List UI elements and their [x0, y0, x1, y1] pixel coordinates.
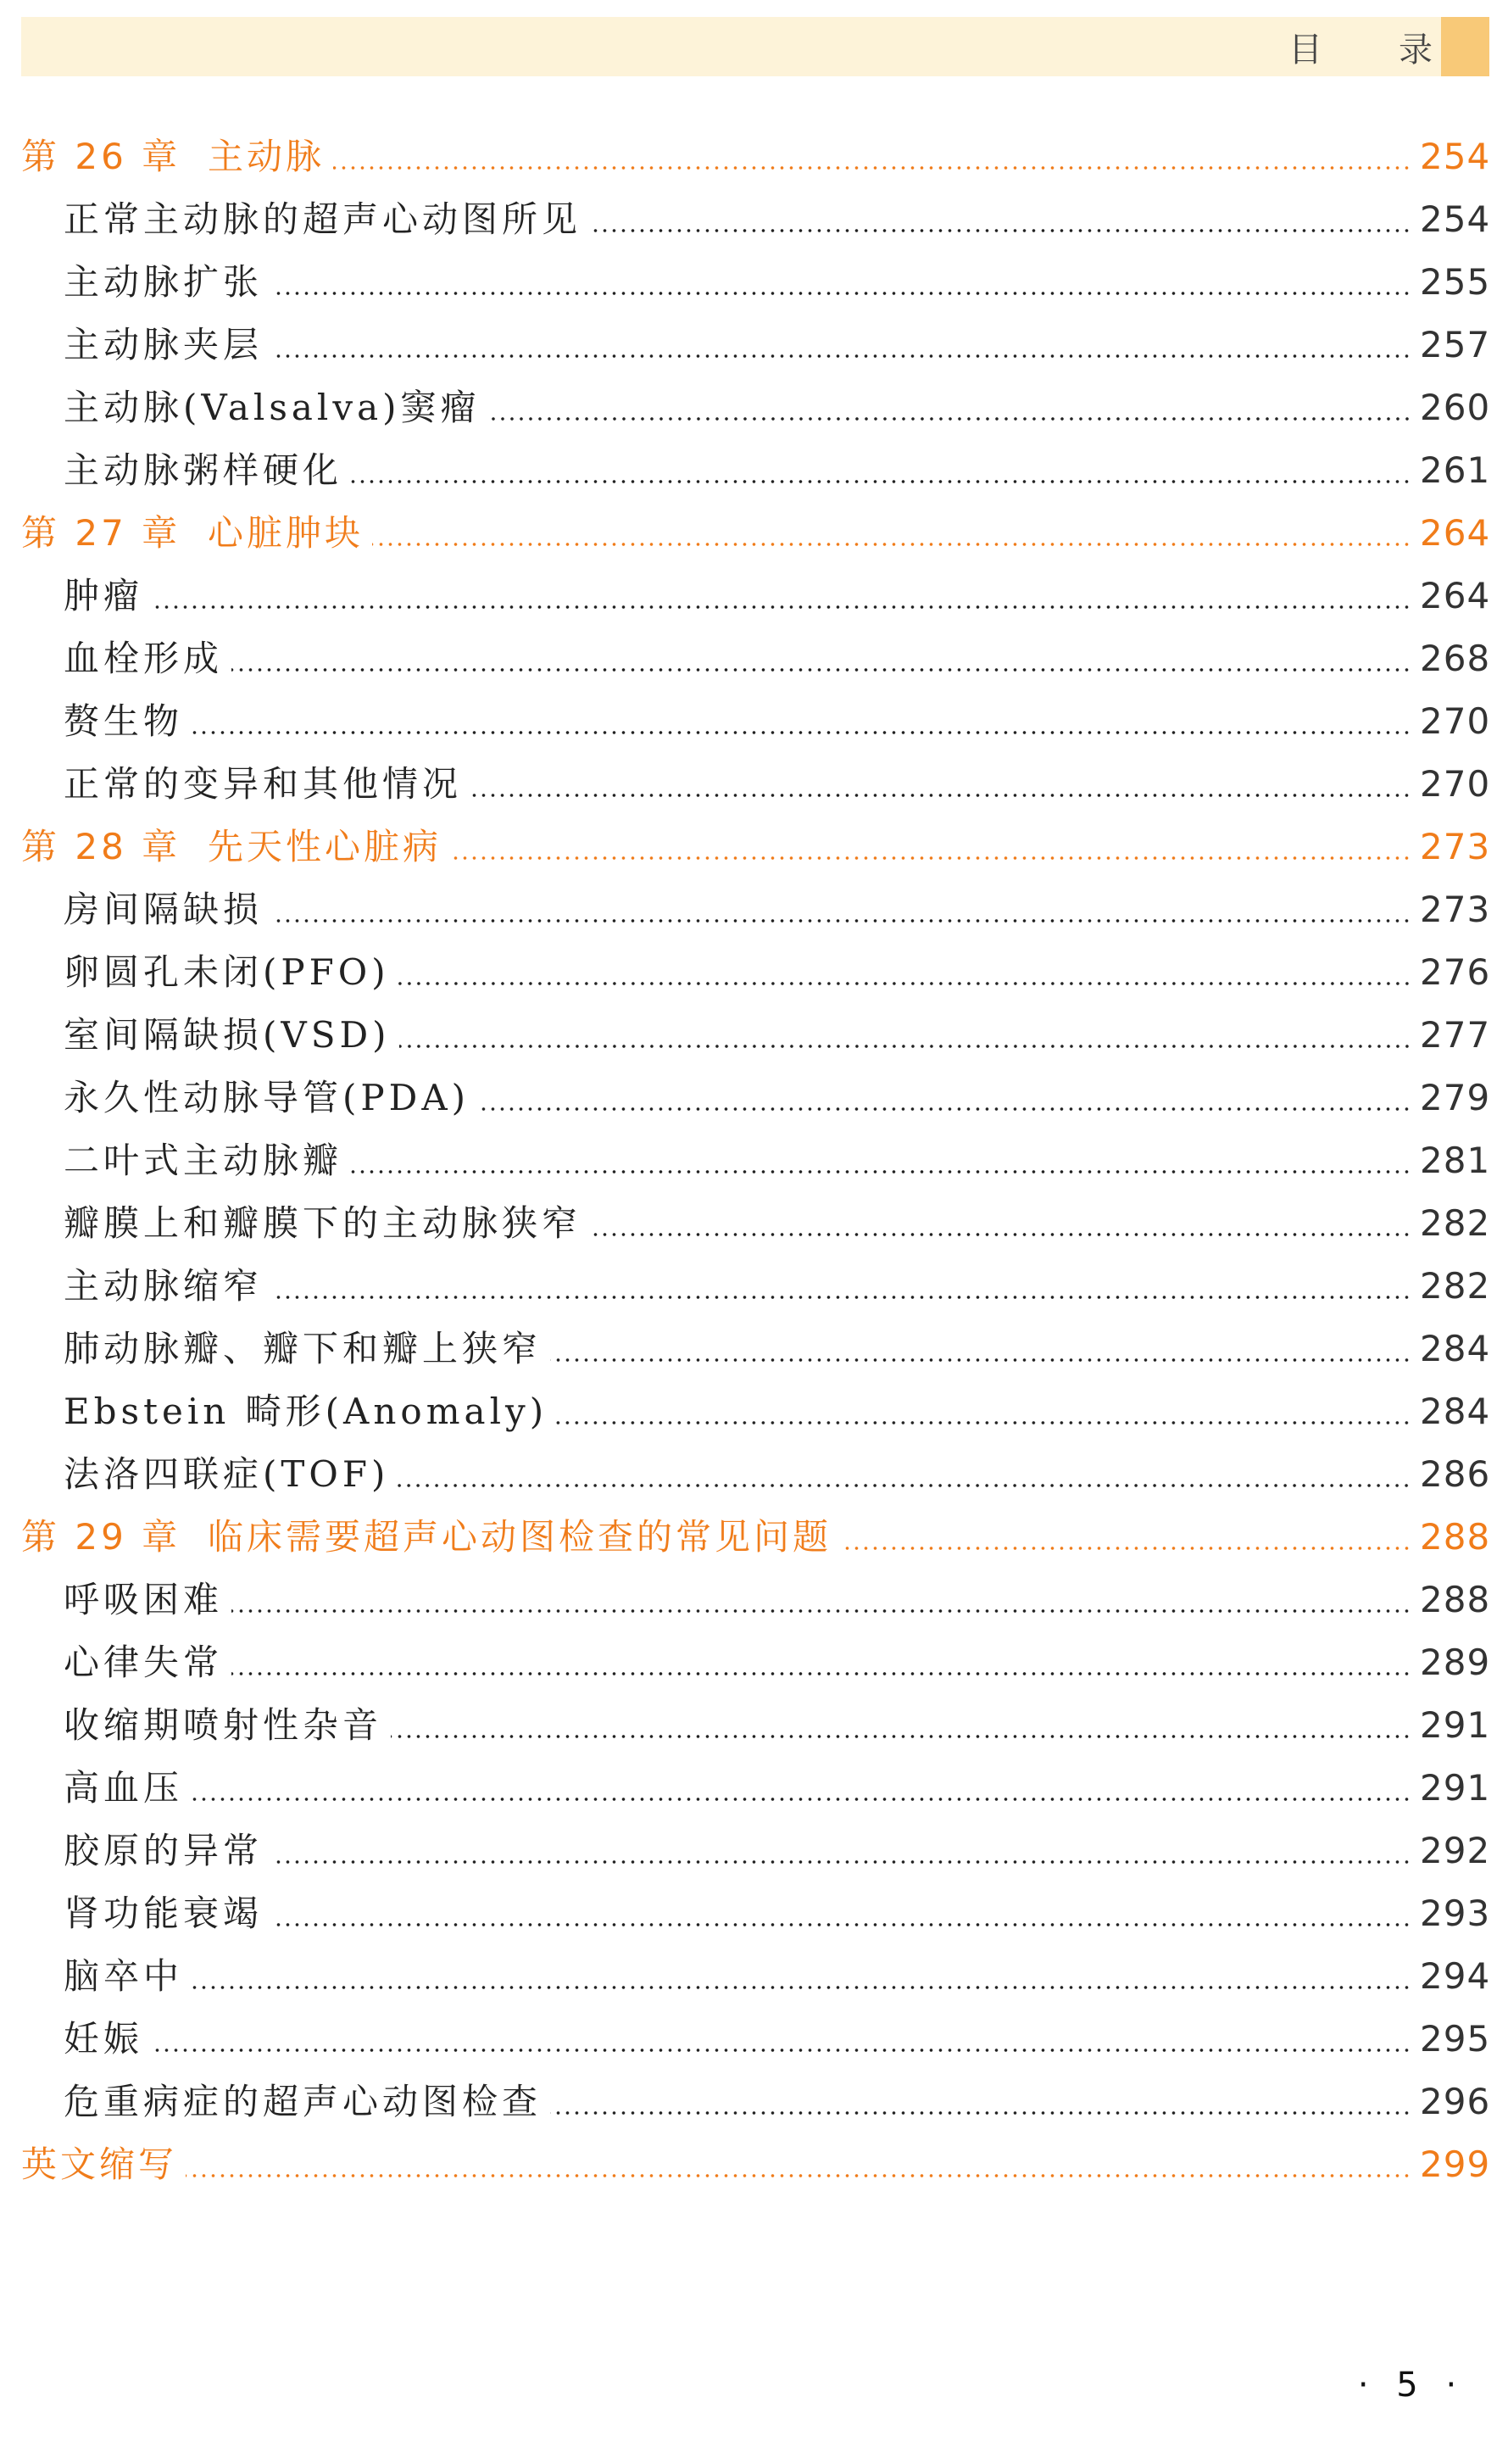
- toc-entry-label: [21, 1380, 548, 1443]
- toc-page-number: 288: [1420, 1579, 1491, 1620]
- toc-entry-title: 正常主动脉的超声心动图所见: [64, 198, 582, 240]
- toc-page-number: 273: [1420, 889, 1491, 930]
- header-bar: [21, 17, 1479, 76]
- dot-leader: [398, 941, 1411, 1004]
- dot-leader: [271, 1820, 1411, 1882]
- toc-page-number: 254: [1420, 198, 1491, 240]
- toc-section-entry[interactable]: [21, 1192, 1491, 1255]
- toc-entry-title: 主动脉粥样硬化: [64, 449, 343, 491]
- dot-leader: [351, 439, 1411, 502]
- toc-section-entry[interactable]: [21, 1380, 1491, 1443]
- toc-chapter-entry[interactable]: [21, 502, 1491, 565]
- toc-entry-title: 妊娠: [64, 2018, 144, 2060]
- toc-section-entry[interactable]: [21, 1945, 1491, 2008]
- header-title-char-2: 录: [1399, 30, 1433, 70]
- toc-section-entry[interactable]: [21, 188, 1491, 251]
- toc-entry-title: 正常的变异和其他情况: [64, 763, 463, 805]
- toc-page-number: 289: [1420, 1642, 1491, 1683]
- page-number: · 5 ·: [1357, 2366, 1466, 2405]
- toc-entry-label: [21, 941, 390, 1004]
- toc-section-entry[interactable]: [21, 1004, 1491, 1067]
- toc-page-number: 273: [1420, 826, 1491, 867]
- toc-page-number: 260: [1420, 387, 1491, 428]
- dot-leader: [271, 1255, 1411, 1318]
- toc-entry-label: [21, 2008, 143, 2071]
- toc-section-entry[interactable]: [21, 1569, 1491, 1631]
- dot-leader: [489, 376, 1411, 439]
- toc-entry-title: 临床需要超声心动图检查的常见问题: [208, 1516, 832, 1558]
- toc-section-entry[interactable]: [21, 314, 1491, 376]
- toc-page-number: 264: [1420, 512, 1491, 554]
- toc-page-number: 292: [1420, 1830, 1491, 1871]
- toc-chapter-entry[interactable]: [21, 125, 1491, 188]
- toc-entry-title: 室间隔缺损(VSD): [64, 1014, 391, 1056]
- toc-entry-title: 赘生物: [64, 700, 184, 742]
- toc-entry-title: 呼吸困难: [64, 1579, 224, 1620]
- toc-entry-label: [21, 1443, 389, 1506]
- chapter-number: 第 26 章: [21, 136, 181, 177]
- toc-section-entry[interactable]: [21, 2008, 1491, 2071]
- toc-page-number: 276: [1420, 951, 1491, 993]
- dot-leader: [152, 565, 1411, 627]
- dot-leader: [186, 2133, 1411, 2196]
- toc-entry-label: [21, 878, 263, 941]
- toc-entry-label: [21, 1882, 263, 1945]
- toc-page-number: 264: [1420, 575, 1491, 616]
- toc-entry-label: [21, 376, 481, 439]
- dot-leader: [398, 1443, 1411, 1506]
- toc-section-entry[interactable]: [21, 1129, 1491, 1192]
- toc-entry-title: 主动脉: [208, 136, 326, 177]
- toc-chapter-entry[interactable]: [21, 2133, 1491, 2196]
- toc-section-entry[interactable]: [21, 1820, 1491, 1882]
- toc-page-number: 295: [1420, 2018, 1491, 2060]
- toc-entry-label: [21, 251, 263, 314]
- dot-leader: [192, 1945, 1411, 2008]
- toc-entry-title: 先天性心脏病: [208, 826, 442, 867]
- dot-leader: [271, 251, 1411, 314]
- toc-entry-label: [21, 753, 462, 816]
- running-header-title: [1288, 17, 1433, 76]
- toc-page-number: 282: [1420, 1202, 1491, 1244]
- toc-entry-label: [21, 690, 183, 753]
- header-title-char-1: 目: [1288, 30, 1322, 70]
- toc-page-number: 286: [1420, 1453, 1491, 1495]
- toc-entry-title: 房间隔缺损: [64, 889, 264, 930]
- dot-leader: [550, 1318, 1411, 1380]
- toc-page-number: 268: [1420, 638, 1491, 679]
- toc-section-entry[interactable]: [21, 1255, 1491, 1318]
- dot-leader: [192, 690, 1411, 753]
- toc-section-entry[interactable]: [21, 2071, 1491, 2133]
- toc-section-entry[interactable]: [21, 1882, 1491, 1945]
- toc-page-number: 261: [1420, 449, 1491, 491]
- toc-entry-label: [21, 1945, 183, 2008]
- chapter-number: 第 27 章: [21, 512, 181, 554]
- toc-page-number: 294: [1420, 1955, 1491, 1997]
- toc-entry-label: [21, 1192, 581, 1255]
- toc-section-entry[interactable]: [21, 878, 1491, 941]
- toc-page-number: 284: [1420, 1391, 1491, 1432]
- toc-page-number: 296: [1420, 2081, 1491, 2122]
- dot-leader: [372, 502, 1411, 565]
- toc-entry-title: 英文缩写: [21, 2143, 178, 2185]
- toc-entry-label: [21, 1506, 832, 1569]
- table-of-contents: [21, 125, 1491, 2196]
- toc-entry-title: 心脏肿块: [208, 512, 364, 554]
- toc-chapter-entry[interactable]: [21, 1506, 1491, 1569]
- toc-section-entry[interactable]: [21, 627, 1491, 690]
- dot-leader: [840, 1506, 1411, 1569]
- dot-leader: [470, 753, 1411, 816]
- chapter-number: 第 28 章: [21, 826, 181, 867]
- toc-entry-label: [21, 188, 581, 251]
- toc-entry-title: 血栓形成: [64, 638, 224, 679]
- dot-leader: [550, 2071, 1411, 2133]
- toc-entry-title: Ebstein 畸形(Anomaly): [64, 1391, 548, 1432]
- toc-entry-title: 主动脉扩张: [64, 261, 264, 303]
- toc-entry-title: 主动脉缩窄: [64, 1265, 264, 1307]
- dot-leader: [590, 188, 1411, 251]
- toc-page-number: 270: [1420, 763, 1491, 805]
- toc-entry-label: [21, 2133, 177, 2196]
- toc-section-entry[interactable]: [21, 565, 1491, 627]
- toc-section-entry[interactable]: [21, 439, 1491, 502]
- toc-entry-label: [21, 2071, 542, 2133]
- toc-page-number: 277: [1420, 1014, 1491, 1056]
- toc-entry-label: [21, 1067, 470, 1129]
- toc-entry-title: 卵圆孔未闭(PFO): [64, 951, 390, 993]
- toc-page-number: 279: [1420, 1077, 1491, 1118]
- toc-entry-title: 永久性动脉导管(PDA): [64, 1077, 470, 1118]
- dot-leader: [399, 1004, 1411, 1067]
- toc-chapter-entry[interactable]: [21, 816, 1491, 878]
- toc-section-entry[interactable]: [21, 1318, 1491, 1380]
- dot-leader: [450, 816, 1411, 878]
- toc-section-entry[interactable]: [21, 1694, 1491, 1757]
- toc-entry-label: [21, 816, 442, 878]
- dot-leader: [271, 314, 1411, 376]
- toc-entry-label: [21, 1004, 391, 1067]
- toc-entry-label: [21, 314, 263, 376]
- toc-page-number: 254: [1420, 136, 1491, 177]
- dot-leader: [231, 627, 1411, 690]
- dot-leader: [271, 878, 1411, 941]
- toc-page-number: 288: [1420, 1516, 1491, 1558]
- toc-entry-title: 肿瘤: [64, 575, 144, 616]
- chapter-number: 第 29 章: [21, 1516, 181, 1558]
- toc-section-entry[interactable]: [21, 1443, 1491, 1506]
- toc-section-entry[interactable]: [21, 376, 1491, 439]
- toc-entry-title: 高血压: [64, 1767, 184, 1809]
- toc-page-number: 291: [1420, 1704, 1491, 1746]
- toc-entry-label: [21, 1129, 342, 1192]
- toc-entry-title: 主动脉(Valsalva)窦瘤: [64, 387, 481, 428]
- dot-leader: [333, 125, 1411, 188]
- toc-page-number: 257: [1420, 324, 1491, 365]
- toc-entry-title: 主动脉夹层: [64, 324, 264, 365]
- toc-entry-label: [21, 1318, 542, 1380]
- toc-entry-title: 二叶式主动脉瓣: [64, 1140, 343, 1181]
- toc-section-entry[interactable]: [21, 941, 1491, 1004]
- dot-leader: [590, 1192, 1411, 1255]
- toc-section-entry[interactable]: [21, 251, 1491, 314]
- toc-entry-title: 危重病症的超声心动图检查: [64, 2081, 543, 2122]
- toc-entry-title: 胶原的异常: [64, 1830, 264, 1871]
- toc-entry-label: [21, 502, 364, 565]
- toc-section-entry[interactable]: [21, 1757, 1491, 1820]
- toc-section-entry[interactable]: [21, 753, 1491, 816]
- dot-leader: [152, 2008, 1411, 2071]
- toc-entry-title: 心律失常: [64, 1642, 224, 1683]
- dot-leader: [271, 1882, 1411, 1945]
- toc-entry-label: [21, 439, 342, 502]
- toc-page-number: 284: [1420, 1328, 1491, 1369]
- toc-section-entry[interactable]: [21, 1067, 1491, 1129]
- header-tab-accent: [1441, 17, 1489, 76]
- toc-entry-label: [21, 1694, 382, 1757]
- toc-entry-title: 收缩期喷射性杂音: [64, 1704, 383, 1746]
- toc-entry-label: [21, 1757, 183, 1820]
- toc-entry-label: [21, 125, 325, 188]
- toc-page-number: 291: [1420, 1767, 1491, 1809]
- toc-entry-title: 肾功能衰竭: [64, 1893, 264, 1934]
- toc-entry-label: [21, 627, 223, 690]
- dot-leader: [192, 1757, 1411, 1820]
- toc-entry-label: [21, 565, 143, 627]
- toc-entry-label: [21, 1255, 263, 1318]
- toc-section-entry[interactable]: [21, 1631, 1491, 1694]
- toc-page-number: 293: [1420, 1893, 1491, 1934]
- toc-page-number: 255: [1420, 261, 1491, 303]
- toc-entry-title: 法洛四联症(TOF): [64, 1453, 390, 1495]
- dot-leader: [231, 1569, 1411, 1631]
- toc-entry-title: 脑卒中: [64, 1955, 184, 1997]
- toc-entry-label: [21, 1631, 223, 1694]
- toc-page-number: 281: [1420, 1140, 1491, 1181]
- toc-entry-label: [21, 1569, 223, 1631]
- dot-leader: [231, 1631, 1411, 1694]
- toc-entry-title: 肺动脉瓣、瓣下和瓣上狭窄: [64, 1328, 543, 1369]
- dot-leader: [556, 1380, 1411, 1443]
- toc-section-entry[interactable]: [21, 690, 1491, 753]
- toc-page-number: 299: [1420, 2143, 1491, 2185]
- dot-leader: [351, 1129, 1411, 1192]
- toc-entry-label: [21, 1820, 263, 1882]
- toc-page-number: 270: [1420, 700, 1491, 742]
- toc-entry-title: 瓣膜上和瓣膜下的主动脉狭窄: [64, 1202, 582, 1244]
- dot-leader: [478, 1067, 1411, 1129]
- toc-page-number: 282: [1420, 1265, 1491, 1307]
- dot-leader: [391, 1694, 1411, 1757]
